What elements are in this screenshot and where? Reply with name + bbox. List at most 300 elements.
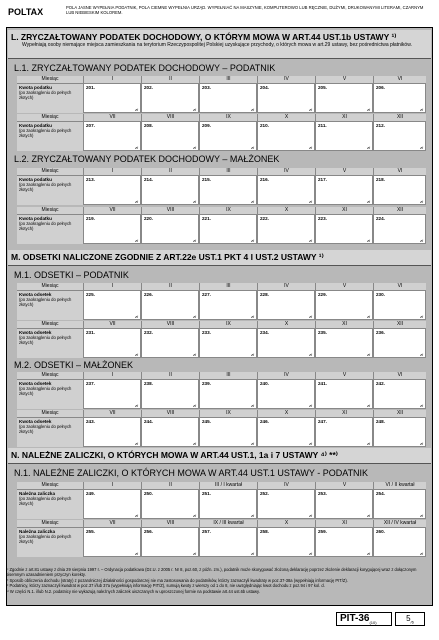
month-header: XI <box>315 520 373 527</box>
field-number: 205. <box>318 85 327 90</box>
subsection-m2-header <box>8 359 431 372</box>
month-label: Miesiąc <box>41 482 59 488</box>
footnote-1: ¹⁾ Zgodnie z art.81 ustawy z dnia 29 sierpnia 1997 r. – Ordynacja podatkowa (Dz.U. z 2005 r. Nr 8, poz.60, z późn. zm.), podatnik może skorygować złożoną deklarację poprzez złożenie deklaracji korygującej wraz z dołączonym pisemnym uzasadnieniem przyczyn korekty. <box>6 567 417 578</box>
currency-unit: zł <box>193 403 196 408</box>
currency-unit: zł <box>193 145 196 150</box>
amount-label-sub: (po zaokrągleniu do pełnych złotych) <box>19 534 72 544</box>
month-header: I <box>83 283 141 290</box>
currency-unit: zł <box>367 107 370 112</box>
currency-unit: zł <box>135 441 138 446</box>
currency-unit: zł <box>420 199 423 204</box>
currency-unit: zł <box>367 441 370 446</box>
currency-unit: zł <box>135 352 138 357</box>
amount-field[interactable] <box>315 527 373 557</box>
month-row <box>17 520 426 527</box>
month-label: Miesiąc <box>41 321 59 327</box>
month-header: VII <box>83 114 141 121</box>
field-number: 203. <box>202 85 211 90</box>
amount-field[interactable] <box>373 379 426 409</box>
page-total: /6 <box>410 619 414 625</box>
currency-unit: zł <box>135 513 138 518</box>
currency-unit: zł <box>309 551 312 556</box>
month-header: IX / III kwartał <box>199 520 257 527</box>
month-header: II <box>141 482 199 489</box>
currency-unit: zł <box>251 441 254 446</box>
month-header: XI <box>315 114 373 121</box>
currency-unit: zł <box>309 107 312 112</box>
field-number: 227. <box>202 292 211 297</box>
currency-unit: zł <box>309 513 312 518</box>
amount-field[interactable] <box>315 121 373 151</box>
amount-field[interactable] <box>199 121 257 151</box>
amount-field[interactable] <box>373 121 426 151</box>
table-m1b <box>17 321 426 358</box>
month-header: II <box>141 372 199 379</box>
currency-unit: zł <box>135 238 138 243</box>
field-number: 233. <box>202 330 211 335</box>
month-label: Miesiąc <box>41 168 59 174</box>
amount-field[interactable] <box>373 489 426 519</box>
field-number: 248. <box>376 419 385 424</box>
amount-label-sub: (po zaokrągleniu do pełnych złotych) <box>19 128 72 138</box>
field-number: 257. <box>202 529 211 534</box>
month-header: VIII <box>141 321 199 328</box>
field-number: 208. <box>144 123 153 128</box>
section-n-header <box>8 448 431 464</box>
month-label: Miesiąc <box>41 520 59 526</box>
currency-unit: zł <box>193 314 196 319</box>
field-number: 210. <box>260 123 269 128</box>
month-header: III <box>199 283 257 290</box>
month-header: IV <box>257 283 315 290</box>
amount-field[interactable] <box>315 489 373 519</box>
amount-field[interactable] <box>199 290 257 320</box>
month-header: V <box>315 283 373 290</box>
amount-label-main: Kwota podatku <box>19 123 52 128</box>
currency-unit: zł <box>251 403 254 408</box>
section-n-title: N. NALEŻNE ZALICZKI, O KTÓRYCH MOWA W ART.44 UST.1, 1a i 7 USTAWY ⁴⁾ **⁾ <box>11 450 338 460</box>
currency-unit: zł <box>309 238 312 243</box>
month-header: VII <box>83 520 141 527</box>
amount-label <box>17 290 83 320</box>
month-header: XII <box>373 321 426 328</box>
amount-field[interactable] <box>83 417 141 447</box>
form-code-name: PIT-36 <box>340 613 370 624</box>
subsection-l1-title: L.1. ZRYCZAŁTOWANY PODATEK DOCHODOWY – PODATNIK <box>14 63 276 73</box>
field-number: 216. <box>260 177 269 182</box>
field-number: 256. <box>144 529 153 534</box>
field-number: 212. <box>376 123 385 128</box>
currency-unit: zł <box>193 441 196 446</box>
field-number: 247. <box>318 419 327 424</box>
amount-field[interactable] <box>199 417 257 447</box>
amount-label-sub: (po zaokrągleniu do pełnych złotych) <box>19 496 72 506</box>
amount-label-sub: (po zaokrągleniu do pełnych złotych) <box>19 182 72 192</box>
currency-unit: zł <box>135 314 138 319</box>
amount-label <box>17 489 83 519</box>
table-n1a <box>17 482 426 519</box>
table-m1a <box>17 283 426 320</box>
currency-unit: zł <box>193 551 196 556</box>
amount-field[interactable] <box>257 175 315 205</box>
currency-unit: zł <box>367 199 370 204</box>
form-body <box>6 27 433 606</box>
amount-label-main: Kwota podatku <box>19 85 52 90</box>
amount-field[interactable] <box>373 417 426 447</box>
table-l1a <box>17 76 426 113</box>
subsection-l1-header <box>8 62 431 75</box>
amount-field[interactable] <box>257 214 315 244</box>
currency-unit: zł <box>309 314 312 319</box>
currency-unit: zł <box>193 107 196 112</box>
month-header: X <box>257 520 315 527</box>
currency-unit: zł <box>420 403 423 408</box>
field-number: 223. <box>318 216 327 221</box>
currency-unit: zł <box>420 441 423 446</box>
field-number: 228. <box>260 292 269 297</box>
currency-unit: zł <box>251 551 254 556</box>
month-header: IV <box>257 76 315 83</box>
amount-field[interactable] <box>373 328 426 358</box>
amount-field[interactable] <box>315 379 373 409</box>
currency-unit: zł <box>420 551 423 556</box>
amount-field[interactable] <box>141 290 199 320</box>
month-row <box>17 372 426 379</box>
currency-unit: zł <box>309 441 312 446</box>
field-number: 219. <box>86 216 95 221</box>
field-number: 217. <box>318 177 327 182</box>
field-number: 243. <box>86 419 95 424</box>
amount-field[interactable] <box>141 379 199 409</box>
field-number: 229. <box>318 292 327 297</box>
field-number: 215. <box>202 177 211 182</box>
form-code <box>336 612 392 626</box>
footnote-4: ⁴⁾ W części N.1. i/lub N.2. podatnicy nie wykazują należnych zaliczek uiszczanych w uproszczonej formie na podstawie art.44 ust.6b ustawy. <box>6 588 260 594</box>
amount-label-main: Kwota odsetek <box>19 292 52 297</box>
currency-unit: zł <box>135 107 138 112</box>
currency-unit: zł <box>367 551 370 556</box>
amount-field[interactable] <box>141 83 199 113</box>
month-row <box>17 168 426 175</box>
amount-field[interactable] <box>141 527 199 557</box>
amount-field[interactable] <box>141 121 199 151</box>
amount-label <box>17 175 83 205</box>
subsection-l2-header <box>8 153 431 166</box>
field-number: 218. <box>376 177 385 182</box>
form-header <box>6 4 433 26</box>
amount-label <box>17 121 83 151</box>
month-header: IV <box>257 372 315 379</box>
field-number: 206. <box>376 85 385 90</box>
currency-unit: zł <box>309 199 312 204</box>
field-number: 258. <box>260 529 269 534</box>
amount-field[interactable] <box>199 214 257 244</box>
currency-unit: zł <box>420 513 423 518</box>
amount-label-main: Należna zaliczka <box>19 491 56 496</box>
field-number: 220. <box>144 216 153 221</box>
month-header: III / I kwartał <box>199 482 257 489</box>
amount-field[interactable] <box>83 328 141 358</box>
table-m2a <box>17 372 426 409</box>
field-number: 253. <box>318 491 327 496</box>
field-number: 240. <box>260 381 269 386</box>
month-row <box>17 207 426 214</box>
month-header: I <box>83 168 141 175</box>
field-number: 242. <box>376 381 385 386</box>
amount-field[interactable] <box>83 121 141 151</box>
amount-label <box>17 527 83 557</box>
month-row <box>17 76 426 83</box>
currency-unit: zł <box>367 145 370 150</box>
amount-field[interactable] <box>315 290 373 320</box>
currency-unit: zł <box>420 107 423 112</box>
amount-field[interactable] <box>141 175 199 205</box>
amount-label-main: Kwota odsetek <box>19 381 52 386</box>
amount-field[interactable] <box>257 290 315 320</box>
amount-field[interactable] <box>141 328 199 358</box>
currency-unit: zł <box>367 513 370 518</box>
amount-field[interactable] <box>199 489 257 519</box>
month-label: Miesiąc <box>41 410 59 416</box>
month-header: VIII <box>141 410 199 417</box>
month-row <box>17 321 426 328</box>
amount-field[interactable] <box>373 527 426 557</box>
month-header: XI <box>315 410 373 417</box>
field-number: 202. <box>144 85 153 90</box>
currency-unit: zł <box>135 403 138 408</box>
currency-unit: zł <box>193 352 196 357</box>
month-header: XII <box>373 114 426 121</box>
amount-label <box>17 379 83 409</box>
amount-field[interactable] <box>199 379 257 409</box>
currency-unit: zł <box>309 145 312 150</box>
amount-field[interactable] <box>315 83 373 113</box>
amount-field[interactable] <box>315 214 373 244</box>
amount-label-sub: (po zaokrągleniu do pełnych złotych) <box>19 386 72 396</box>
field-number: 204. <box>260 85 269 90</box>
amount-label-main: Kwota odsetek <box>19 330 52 335</box>
month-header: VII <box>83 321 141 328</box>
month-header: V <box>315 168 373 175</box>
field-number: 235. <box>318 330 327 335</box>
month-header: I <box>83 372 141 379</box>
month-header: VII <box>83 207 141 214</box>
month-row <box>17 114 426 121</box>
month-label: Miesiąc <box>41 207 59 213</box>
amount-field[interactable] <box>141 417 199 447</box>
amount-field[interactable] <box>83 527 141 557</box>
section-l-title: L. ZRYCZAŁTOWANY PODATEK DOCHODOWY, O KTÓRYM MOWA W ART.44 UST.1b USTAWY ¹⁾ <box>11 32 397 42</box>
currency-unit: zł <box>251 513 254 518</box>
page-current: 5 <box>406 614 411 623</box>
field-number: 252. <box>260 491 269 496</box>
month-header: VI <box>373 168 426 175</box>
amount-field[interactable] <box>257 489 315 519</box>
month-header: II <box>141 76 199 83</box>
amount-field[interactable] <box>257 83 315 113</box>
currency-unit: zł <box>367 403 370 408</box>
table-l2b <box>17 207 426 244</box>
amount-field[interactable] <box>373 290 426 320</box>
month-label: Miesiąc <box>41 114 59 120</box>
month-header: VIII <box>141 520 199 527</box>
page-number <box>395 612 425 626</box>
currency-unit: zł <box>420 314 423 319</box>
month-header: I <box>83 76 141 83</box>
month-label: Miesiąc <box>41 372 59 378</box>
currency-unit: zł <box>251 314 254 319</box>
month-header: V <box>315 76 373 83</box>
month-header: IX <box>199 207 257 214</box>
table-l2a <box>17 168 426 205</box>
currency-unit: zł <box>367 352 370 357</box>
fill-instruction: POLA JASNE WYPEŁNIA PODATNIK, POLA CIEMNE WYPEŁNIA URZĄD. WYPEŁNIAĆ NA MASZYNIE, KOMPUTEROWO LUB RĘCZNIE, DUŻYMI, DRUKOWANYMI LITERAMI, CZARNYM LUB NIEBIESKIM KOLOREM. <box>66 5 424 16</box>
month-row <box>17 283 426 290</box>
month-header: VIII <box>141 114 199 121</box>
amount-field[interactable] <box>257 121 315 151</box>
field-number: 230. <box>376 292 385 297</box>
amount-field[interactable] <box>315 328 373 358</box>
currency-unit: zł <box>367 314 370 319</box>
currency-unit: zł <box>135 145 138 150</box>
field-number: 209. <box>202 123 211 128</box>
section-m-header <box>8 250 431 266</box>
amount-field[interactable] <box>199 527 257 557</box>
amount-field[interactable] <box>373 214 426 244</box>
subsection-n1-header <box>8 467 431 480</box>
amount-field[interactable] <box>83 290 141 320</box>
form-code-version: (10) <box>369 620 377 625</box>
currency-unit: zł <box>193 513 196 518</box>
currency-unit: zł <box>193 199 196 204</box>
amount-field[interactable] <box>373 83 426 113</box>
month-header: VII <box>83 410 141 417</box>
field-number: 211. <box>318 123 327 128</box>
subsection-l2-title: L.2. ZRYCZAŁTOWANY PODATEK DOCHODOWY – MAŁŻONEK <box>14 154 280 164</box>
amount-field[interactable] <box>257 527 315 557</box>
amount-label <box>17 83 83 113</box>
amount-label-main: Kwota podatku <box>19 177 52 182</box>
amount-field[interactable] <box>373 175 426 205</box>
currency-unit: zł <box>309 403 312 408</box>
month-header: II <box>141 168 199 175</box>
month-header: VI <box>373 283 426 290</box>
amount-field[interactable] <box>257 328 315 358</box>
month-row <box>17 482 426 489</box>
amount-field[interactable] <box>141 214 199 244</box>
amount-label-sub: (po zaokrągleniu do pełnych złotych) <box>19 297 72 307</box>
month-header: II <box>141 283 199 290</box>
currency-unit: zł <box>251 199 254 204</box>
field-number: 251. <box>202 491 211 496</box>
amount-field[interactable] <box>257 417 315 447</box>
month-header: XII / IV kwartał <box>373 520 426 527</box>
currency-unit: zł <box>135 551 138 556</box>
amount-field[interactable] <box>199 83 257 113</box>
field-number: 232. <box>144 330 153 335</box>
month-header: VI <box>373 372 426 379</box>
month-header: IX <box>199 321 257 328</box>
month-header: XI <box>315 207 373 214</box>
currency-unit: zł <box>251 107 254 112</box>
month-row <box>17 410 426 417</box>
amount-label <box>17 328 83 358</box>
amount-field[interactable] <box>199 175 257 205</box>
month-header: III <box>199 76 257 83</box>
month-header: VIII <box>141 207 199 214</box>
field-number: 245. <box>202 419 211 424</box>
month-header: V <box>315 482 373 489</box>
month-header: IX <box>199 114 257 121</box>
amount-field[interactable] <box>83 379 141 409</box>
month-header: V <box>315 372 373 379</box>
amount-field[interactable] <box>199 328 257 358</box>
amount-label-main: Kwota podatku <box>19 216 52 221</box>
section-l-description: Wypełniają osoby niemające miejsca zamieszkania na terytorium Rzeczypospolitej Polskiej uzyskujące przychody, o których mowa w art.29 ustawy, bez pośrednictwa płatników. <box>22 42 412 48</box>
amount-label-main: Kwota odsetek <box>19 419 52 424</box>
field-number: 221. <box>202 216 211 221</box>
amount-label-sub: (po zaokrągleniu do pełnych złotych) <box>19 221 72 231</box>
amount-field[interactable] <box>83 175 141 205</box>
month-label: Miesiąc <box>41 76 59 82</box>
field-number: 238. <box>144 381 153 386</box>
month-header: IV <box>257 482 315 489</box>
subsection-m1-header <box>8 269 431 282</box>
field-number: 225. <box>86 292 95 297</box>
field-number: 236. <box>376 330 385 335</box>
field-number: 260. <box>376 529 385 534</box>
month-label: Miesiąc <box>41 283 59 289</box>
month-header: X <box>257 410 315 417</box>
amount-field[interactable] <box>315 175 373 205</box>
currency-unit: zł <box>251 145 254 150</box>
section-m-title: M. ODSETKI NALICZONE ZGODNIE Z ART.22e UST.1 PKT 4 I UST.2 USTAWY ¹⁾ <box>11 252 324 262</box>
currency-unit: zł <box>135 199 138 204</box>
amount-label <box>17 214 83 244</box>
amount-field[interactable] <box>141 489 199 519</box>
field-number: 255. <box>86 529 95 534</box>
field-number: 201. <box>86 85 95 90</box>
field-number: 237. <box>86 381 95 386</box>
currency-unit: zł <box>309 352 312 357</box>
field-number: 241. <box>318 381 327 386</box>
amount-label-sub: (po zaokrągleniu do pełnych złotych) <box>19 424 72 434</box>
field-number: 234. <box>260 330 269 335</box>
field-number: 250. <box>144 491 153 496</box>
field-number: 222. <box>260 216 269 221</box>
month-header: X <box>257 321 315 328</box>
currency-unit: zł <box>420 145 423 150</box>
month-header: III <box>199 372 257 379</box>
amount-field[interactable] <box>83 214 141 244</box>
amount-field[interactable] <box>83 489 141 519</box>
amount-label-sub: (po zaokrągleniu do pełnych złotych) <box>19 90 72 100</box>
amount-label-main: Należna zaliczka <box>19 529 56 534</box>
amount-field[interactable] <box>257 379 315 409</box>
field-number: 231. <box>86 330 95 335</box>
field-number: 254. <box>376 491 385 496</box>
field-number: 239. <box>202 381 211 386</box>
month-header: IV <box>257 168 315 175</box>
currency-unit: zł <box>420 352 423 357</box>
field-number: 226. <box>144 292 153 297</box>
amount-field[interactable] <box>315 417 373 447</box>
amount-field[interactable] <box>83 83 141 113</box>
month-header: XII <box>373 207 426 214</box>
table-n1b <box>17 520 426 557</box>
currency-unit: zł <box>193 238 196 243</box>
amount-label-sub: (po zaokrągleniu do pełnych złotych) <box>19 335 72 345</box>
